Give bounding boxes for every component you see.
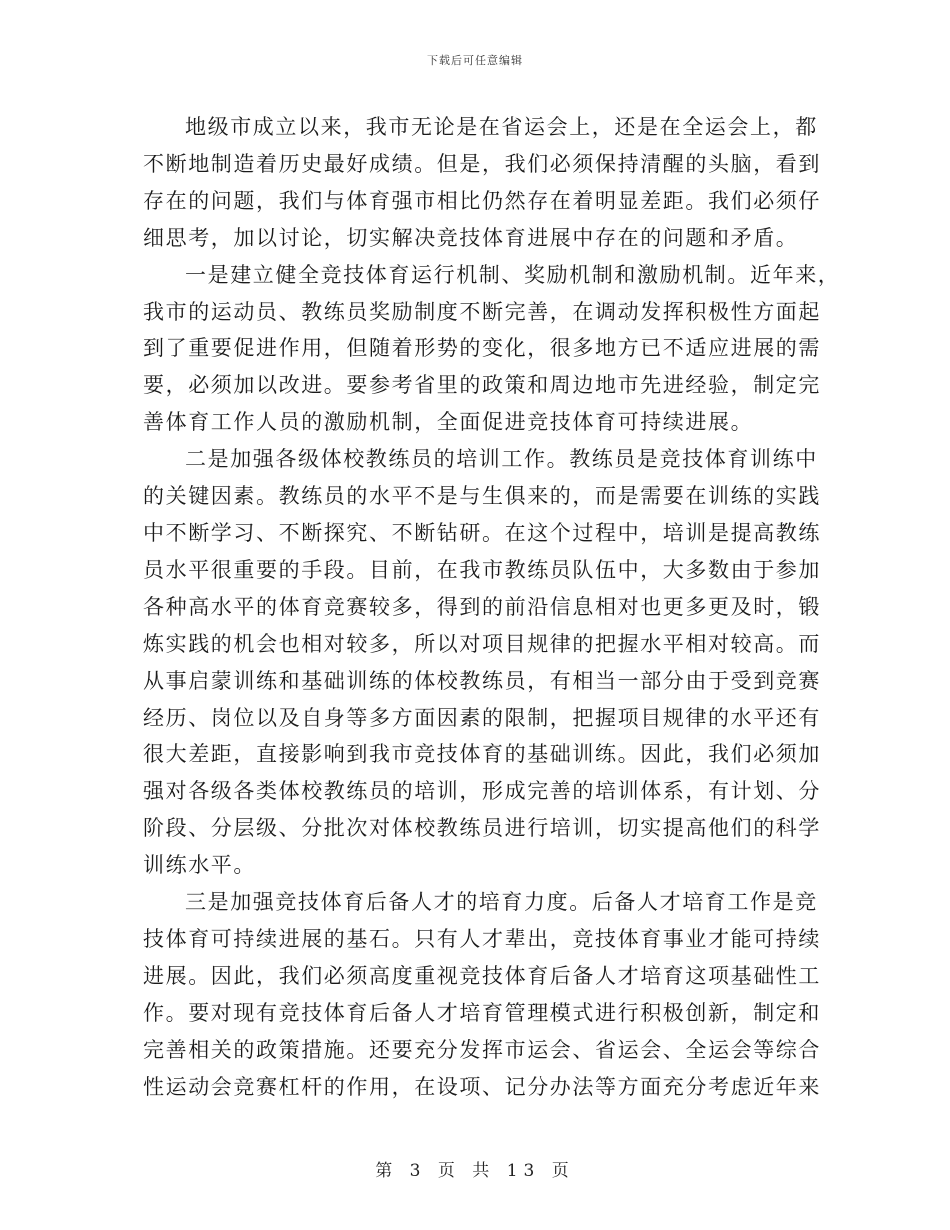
text-line: 二是加强各级体校教练员的培训工作。教练员是竞技体育训练中 [185,447,818,472]
page-header-note: 下载后可任意编辑 [427,54,523,67]
text-line: 中不断学习、不断探究、不断钻研。在这个过程中，培训是提高教练 [143,520,821,545]
paragraph-point-three [143,884,821,1105]
paragraph-point-two [143,441,821,884]
text-line: 进展。因此，我们必须高度重视竞技体育后备人才培育这项基础性工 [143,963,821,988]
paragraph-intro [143,109,821,257]
text-line: 存在的问题，我们与体育强市相比仍然存在着明显差距。我们必须仔 [143,188,821,213]
text-line: 强对各级各类体校教练员的培训，形成完善的培训体系，有计划、分 [143,779,821,804]
text-line: 员水平很重要的手段。目前，在我市教练员队伍中，大多数由于参加 [143,557,821,582]
text-line: 善体育工作人员的激励机制，全面促进竞技体育可持续进展。 [143,410,754,435]
text-line: 不断地制造着历史最好成绩。但是，我们必须保持清醒的头脑，看到 [143,151,821,176]
text-line: 经历、岗位以及自身等多方面因素的限制，把握项目规律的水平还有 [143,705,821,730]
paragraph-point-one [143,257,841,442]
text-line: 要，必须加以改进。要参考省里的政策和周边地市先进经验，制定完 [143,373,821,398]
text-line: 细思考，加以讨论，切实解决竞技体育进展中存在的问题和矛盾。 [143,225,799,250]
text-line: 阶段、分层级、分批次对体校教练员进行培训，切实提高他们的科学 [143,816,821,841]
text-line: 炼实践的机会也相对较多，所以对项目规律的把握水平相对较高。而 [143,631,821,656]
text-line: 从事启蒙训练和基础训练的体校教练员，有相当一部分由于受到竞赛 [143,668,821,693]
text-line: 训练水平。 [143,853,256,878]
text-line: 作。要对现有竞技体育后备人才培育管理模式进行积极创新，制定和 [143,1000,821,1025]
document-body [143,109,841,1105]
text-line: 的关键因素。教练员的水平不是与生俱来的，而是需要在训练的实践 [143,484,821,509]
text-line: 到了重要促进作用，但随着形势的变化，很多地方已不适应进展的需 [143,336,821,361]
text-line: 技体育可持续进展的基石。只有人才辈出，竞技体育事业才能可持续 [143,926,821,951]
text-line: 一是建立健全竞技体育运行机制、奖励机制和激励机制。近年来， [185,262,841,287]
text-line: 完善相关的政策措施。还要充分发挥市运会、省运会、全运会等综合 [143,1037,821,1062]
text-line: 三是加强竞技体育后备人才的培育力度。后备人才培育工作是竞 [185,890,818,915]
text-line: 各种高水平的体育竞赛较多，得到的前沿信息相对也更多更及时，锻 [143,594,821,619]
text-line: 很大差距，直接影响到我市竞技体育的基础训练。因此，我们必须加 [143,742,821,767]
text-line: 我市的运动员、教练员奖励制度不断完善，在调动发挥积极性方面起 [143,299,821,324]
page-number-footer: 第 3 页 共 13 页 [375,1161,575,1181]
text-line: 地级市成立以来，我市无论是在省运会上，还是在全运会上，都 [185,115,818,139]
text-line: 性运动会竞赛杠杆的作用，在设项、记分办法等方面充分考虑近年来 [143,1074,821,1099]
